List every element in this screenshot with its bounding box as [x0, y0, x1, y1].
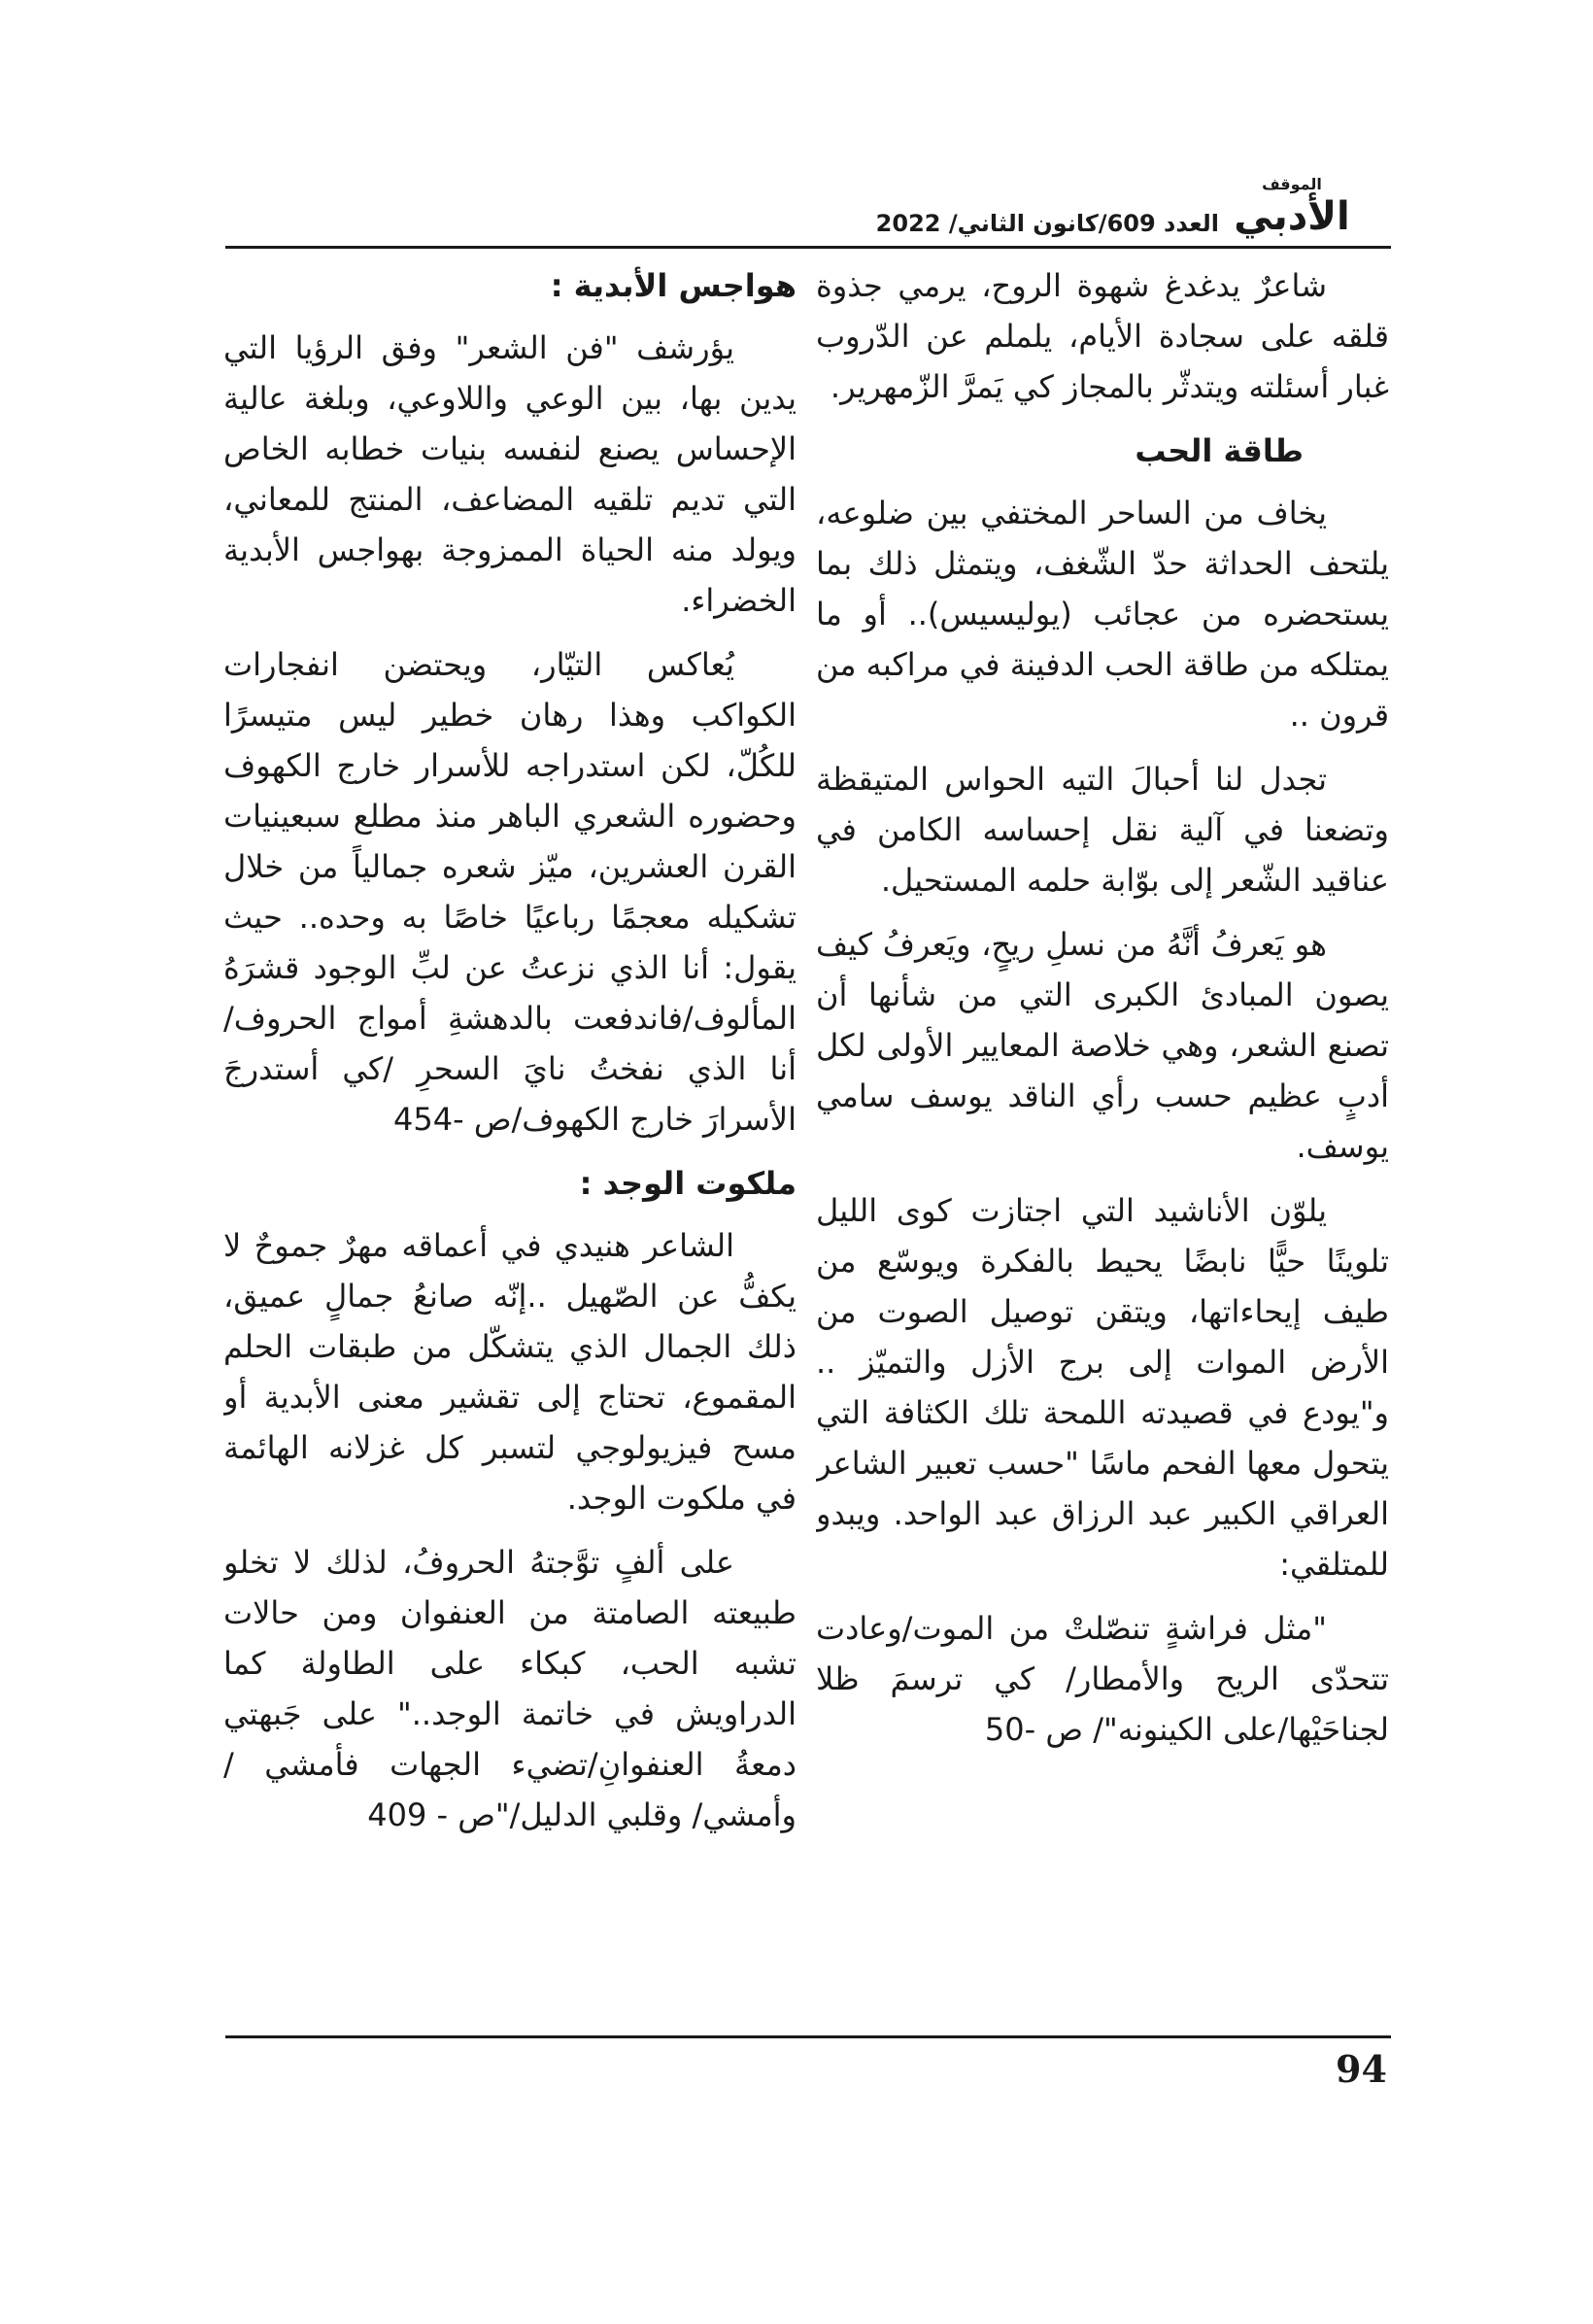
logo-big-text: الأدبي	[1234, 194, 1350, 239]
body-paragraph: الشاعر هنيدي في أعماقه مهرٌ جموحٌ لا يكفُّ عن الصّهيل ..إنّه صانعُ جمالٍ عميق، ذلك الجمال الذي يتشكّل من طبقات الحلم المقموع، تحتاج إلى تقشير معنى الأبدية أو مسح فيزيولوجي لتسبر كل غزلانه الهائمة في ملكوت الوجد.	[223, 1227, 796, 1517]
issue-info: العدد 609/كانون الثاني/ 2022	[875, 210, 1219, 237]
section-heading-love-energy: طاقة الحب	[1135, 432, 1304, 469]
intro-paragraph: شاعرٌ يدغدغ شهوة الروح، يرمي جذوة قلقه على سجادة الأيام، يلملم عن الدّروب غبار أسئلته ويتدثّر بالمجاز كي يَمرَّ الزّمهرير.	[816, 267, 1389, 405]
header-divider	[225, 246, 1391, 249]
left-column	[223, 260, 796, 1999]
logo-small-text: الموقف	[1262, 175, 1322, 193]
page-header	[0, 175, 1593, 245]
poem-quote: "مثل فراشةٍ تنصّلتْ من الموت/وعادت تتحدّى الريح والأمطار/ كي ترسمَ ظلا لجناحَيْها/على الكينونه"/ ص -50	[816, 1610, 1389, 1748]
body-paragraph: يلوّن الأناشيد التي اجتازت كوى الليل تلوينًا حيًّا نابضًا يحيط بالفكرة ويوسّع من طيف إيحاءاتها، ويتقن توصيل الصوت من الأرض الموات إلى برج الأزل والتميّز .. و"يودع في قصيدته اللمحة تلك الكثافة التي يتحول معها الفحم ماسًا "حسب تعبير الشاعر العراقي الكبير عبد الرزاق عبد الواحد. ويبدو للمتلقي:	[816, 1192, 1389, 1583]
body-paragraph: يؤرشف "فن الشعر" وفق الرؤيا التي يدين بها، بين الوعي واللاوعي، وبلغة عالية الإحساس يصنع لنفسه بنيات خطابه الخاص التي تديم تلقيه المضاعف، المنتج للمعاني، ويولد منه الحياة الممزوجة بهواجس الأبدية الخضراء.	[223, 329, 796, 619]
body-paragraph: تجدل لنا أحبالَ التيه الحواس المتيقظة وتضعنا في آلية نقل إحساسه الكامن في عناقيد الشّعر إلى بوّابة حلمه المستحيل.	[816, 761, 1389, 899]
section-heading-ecstasy-kingdom: ملكوت الوجد :	[579, 1165, 796, 1202]
body-paragraph: يخاف من الساحر المختفي بين ضلوعه، يلتحف الحداثة حدّ الشّغف، ويتمثل ذلك بما يستحضره من عجائب (يوليسيس).. أو ما يمتلكه من طاقة الحب الدفينة في مراكبه من قرون ..	[816, 495, 1389, 734]
magazine-logo	[1234, 175, 1350, 245]
section-heading-eternity-obsessions: هواجس الأبدية :	[550, 267, 796, 304]
body-paragraph: على ألفٍ توَّجتهُ الحروفُ، لذلك لا تخلو طبيعته الصامتة من العنفوان ومن حالات تشبه الحب، كبكاء على الطاولة كما الدراويش في خاتمة الوجد.." على جَبهتي دمعةُ العنفوانِ/تضيء الجهات فأمشي /وأمشي/ وقلبي الدليل/"ص - 409	[223, 1544, 796, 1833]
body-paragraph: هو يَعرفُ أنَّهُ من نسلِ ريحٍ، ويَعرفُ كيف يصون المبادئ الكبرى التي من شأنها أن تصنع الشعر، وهي خلاصة المعايير الأولى لكل أدبٍ عظيم حسب رأي الناقد يوسف سامي يوسف.	[816, 926, 1389, 1165]
page-number: 94	[1336, 2047, 1387, 2091]
right-column	[816, 260, 1389, 1999]
body-paragraph: يُعاكس التيّار، ويحتضن انفجارات الكواكب وهذا رهان خطير ليس متيسرًا للكُلّ، لكن استدراجه للأسرار خارج الكهوف وحضوره الشعري الباهر منذ مطلع سبعينيات القرن العشرين، ميّز شعره جمالياً من خلال تشكيله معجمًا رباعيًا خاصًا به وحده.. حيث يقول: أنا الذي نزعتُ عن لبِّ الوجود قشرَهُ المألوف/فاندفعت بالدهشةِ أمواج الحروف/ أنا الذي نفختُ نايَ السحرِ /كي أستدرجَ الأسرارَ خارج الكهوف/ص -454	[223, 646, 796, 1138]
footer-divider	[225, 2035, 1391, 2038]
